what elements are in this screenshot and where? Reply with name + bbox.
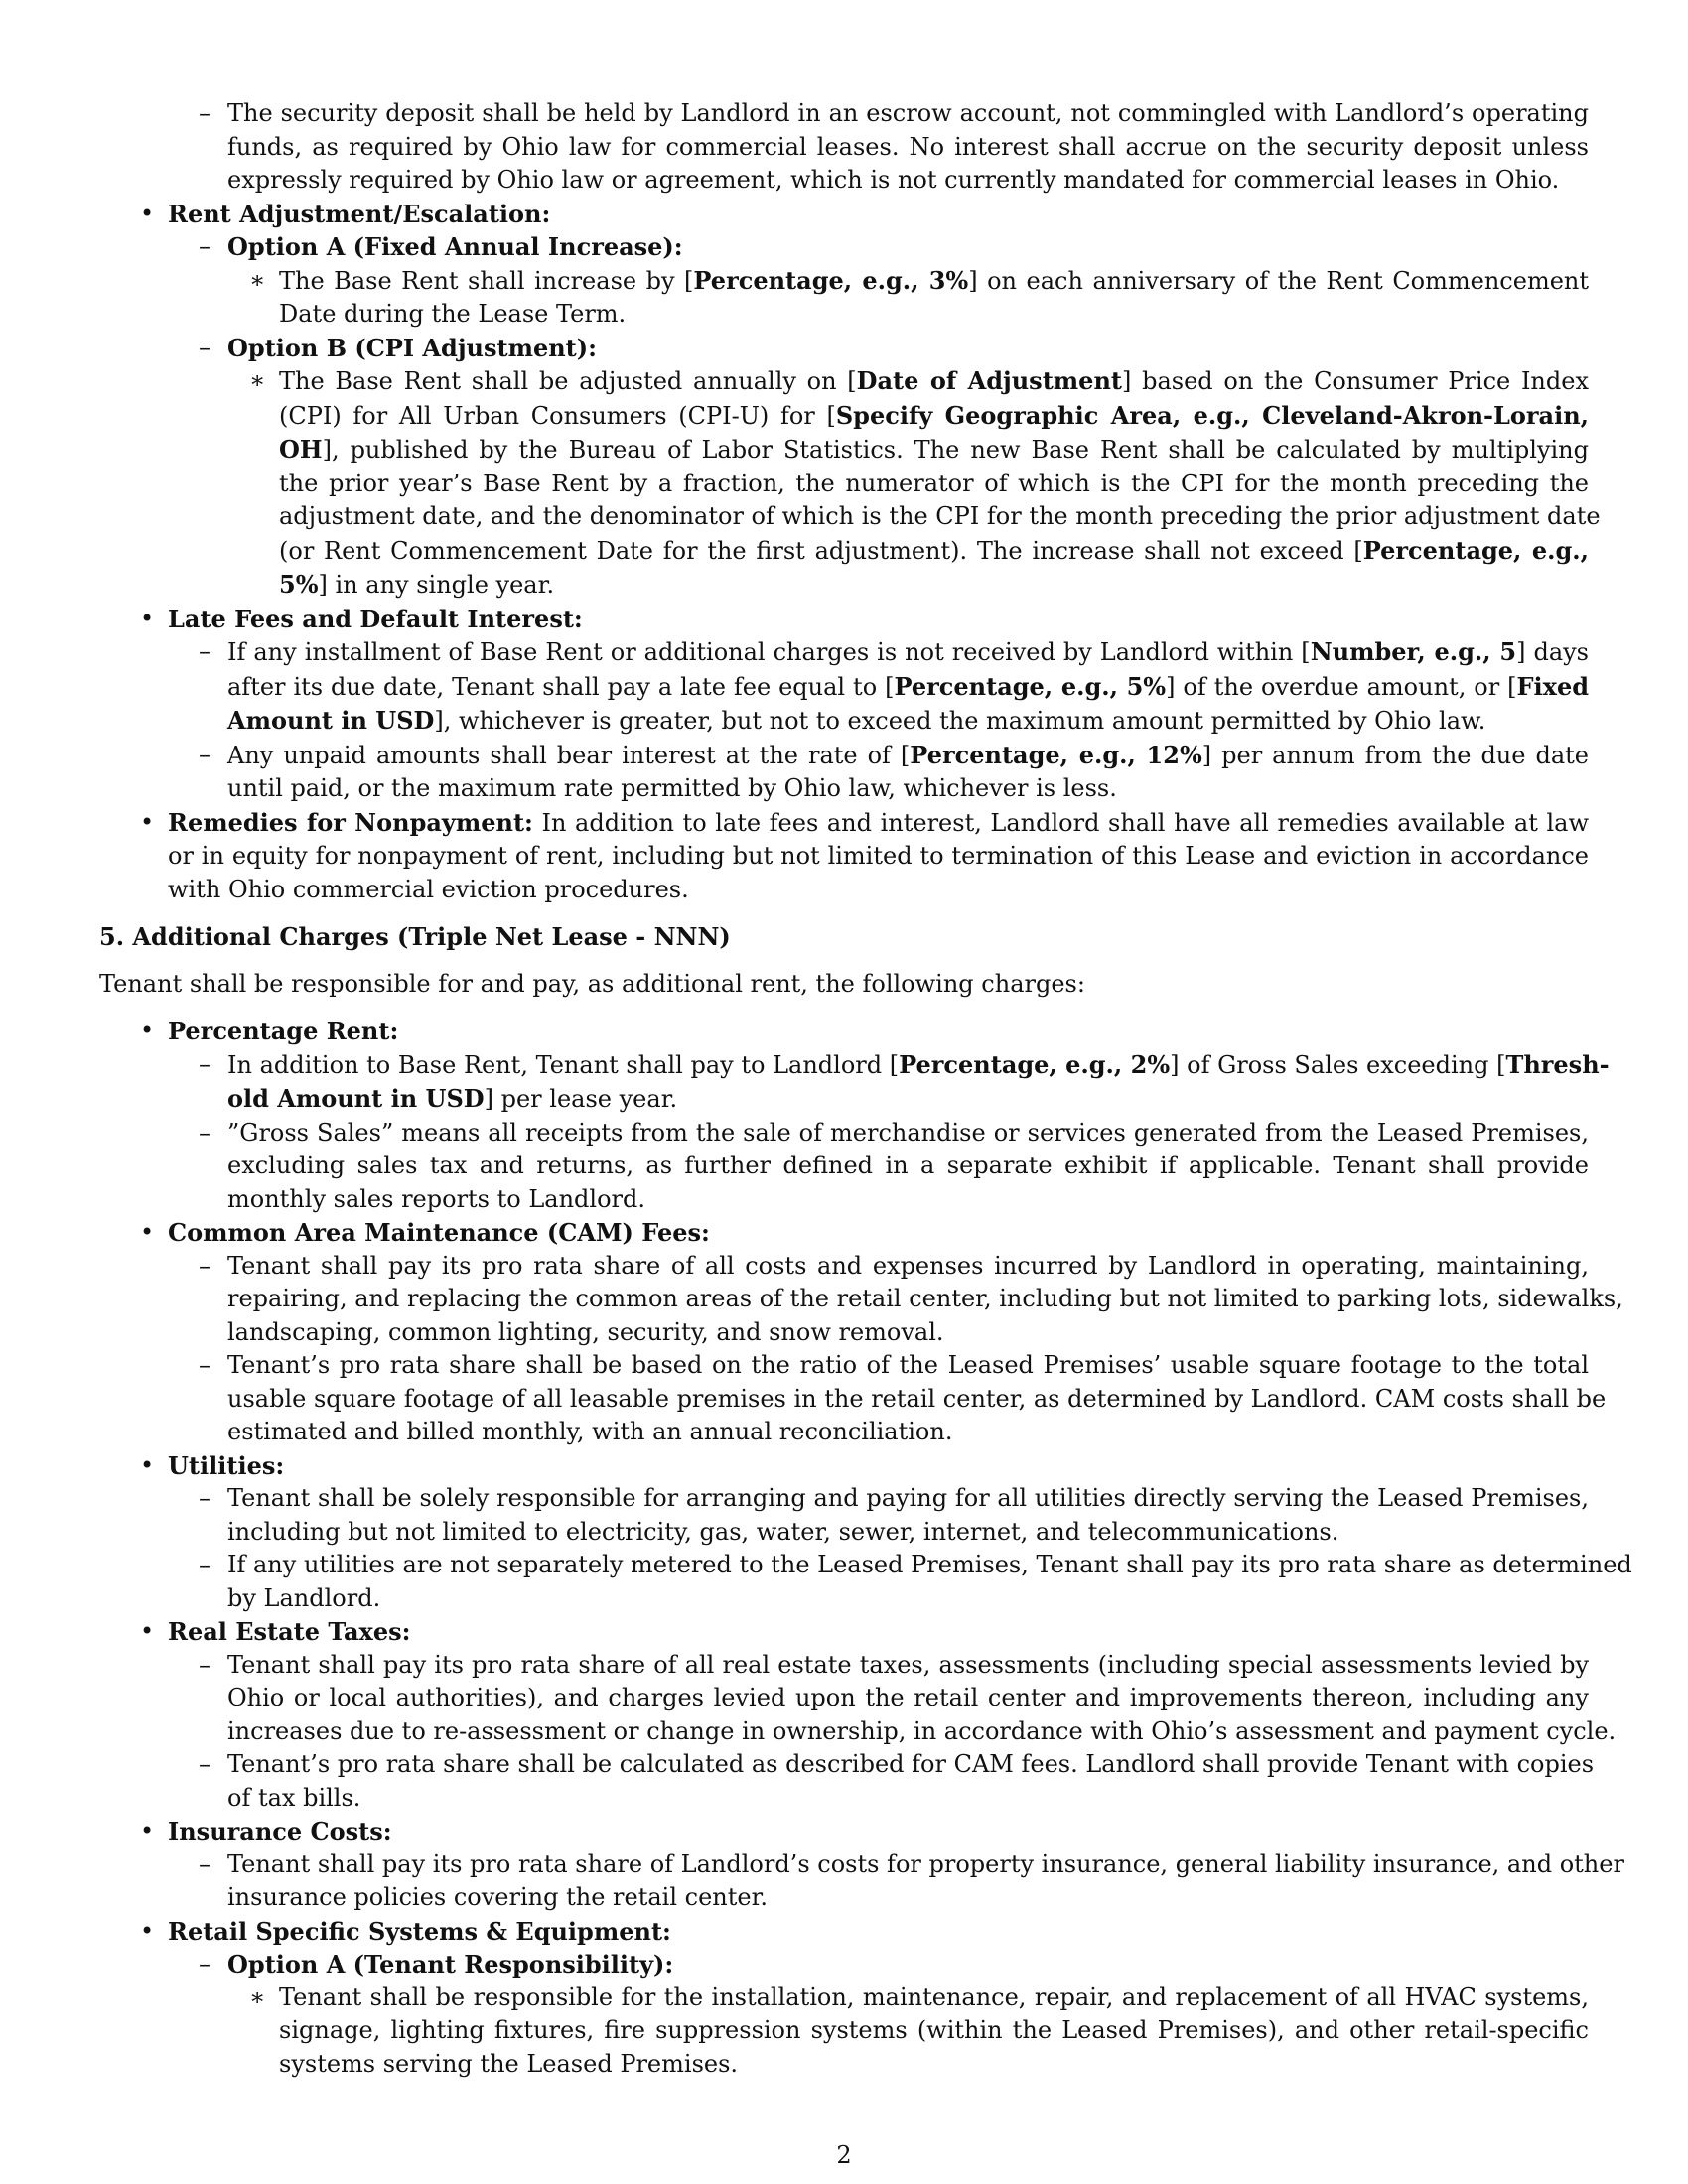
placeholder-field: Amount in USD [227, 706, 435, 735]
text-line [227, 1082, 1589, 1117]
text-line: estimated and billed monthly, with an annual reconciliation. [227, 1418, 953, 1445]
text-run: The Base Rent shall increase by [ [279, 266, 694, 295]
text-line: signage, lighting fixtures, fire suppression systems (within the Leased Premises), and other retail-specific [279, 2016, 1589, 2044]
item-title: Rent Adjustment/Escalation: [168, 199, 551, 228]
text-line: If any utilities are not separately metered to the Leased Premises, Tenant shall pay its pro rata share as determined [227, 1551, 1632, 1578]
text-run: ] of the overdue amount, or [ [1166, 672, 1517, 701]
cam-detail [199, 1250, 1623, 1350]
text-line: monthly sales reports to Landlord. [227, 1184, 646, 1213]
placeholder-field: Percentage, e.g., 5% [894, 671, 1167, 701]
text-run: ] in any single year. [318, 571, 555, 599]
option-a-item [199, 230, 1589, 264]
text-run: The Base Rent shall be adjusted annually on [ [279, 367, 857, 395]
option-a-detail [249, 264, 1590, 332]
text-run: ] days [1516, 638, 1589, 666]
text-line [227, 739, 1589, 773]
text-line: Date during the Lease Term. [279, 300, 627, 328]
placeholder-field: Percentage, e.g., 12% [910, 740, 1202, 769]
text-run: (or Rent Commencement Date for the first adjustment). The increase shall not exceed [ [279, 536, 1363, 565]
utilities-metering-detail [199, 1549, 1632, 1615]
item-title: Common Area Maintenance (CAM) Fees: [168, 1218, 710, 1247]
text-line [279, 433, 1589, 468]
text-run: after its due date, Tenant shall pay a late fee equal to [ [227, 672, 895, 701]
bullet-marker: • [140, 1218, 155, 1246]
utilities-item [140, 1449, 1589, 1483]
text-line: of tax bills. [227, 1783, 361, 1812]
item-title: Remedies for Nonpayment: [168, 807, 533, 837]
text-line: increases due to re-assessment or change in ownership, in accordance with Ohio’s assessment and payment cycle. [227, 1716, 1617, 1745]
placeholder-field: Specify Geographic Area, e.g., Cleveland-Akron-Lorain, [835, 400, 1590, 430]
text-line: Tenant shall be solely responsible for arranging and paying for all utilities directly serving the Leased Premises, [227, 1484, 1589, 1512]
taxes-detail [199, 1649, 1617, 1749]
text-run: In addition to Base Rent, Tenant shall pay to Landlord [ [227, 1050, 900, 1079]
page-number: 2 [836, 2141, 852, 2169]
bullet-marker: • [140, 1450, 155, 1479]
text-line: or in equity for nonpayment of rent, including but not limited to termination of this Lease and eviction in accordance [168, 842, 1589, 870]
text-line: Tenant’s pro rata share shall be calculated as described for CAM fees. Landlord shall provide Tenant with copies [227, 1750, 1595, 1778]
dash-marker: – [199, 1049, 211, 1078]
item-title: Late Fees and Default Interest: [168, 604, 583, 633]
placeholder-field: old Amount in USD [227, 1084, 485, 1113]
utilities-detail [199, 1482, 1589, 1549]
text-line: adjustment date, and the denominator of which is the CPI for the month preceding the prior adjustment date [279, 502, 1601, 530]
option-title: Option A (Fixed Annual Increase): [227, 232, 683, 261]
text-run: If any installment of Base Rent or additional charges is not received by Landlord within [ [227, 638, 1311, 666]
section-heading: 5. Additional Charges (Triple Net Lease - NNN) [99, 922, 731, 951]
dash-marker: – [199, 1484, 211, 1512]
late-fee-detail [199, 635, 1590, 739]
text-line: including but not limited to electricity, gas, water, sewer, internet, and telecommunications. [227, 1517, 1339, 1546]
text-run: ], whichever is greater, but not to exceed the maximum amount permitted by Ohio law. [434, 707, 1486, 735]
bullet-marker: • [140, 1617, 155, 1645]
item-title: Insurance Costs: [168, 1817, 392, 1845]
dash-marker: – [199, 1950, 211, 1978]
text-line [227, 670, 1589, 705]
text-line: Ohio or local authorities), and charges levied upon the retail center and improvements thereon, including any [227, 1684, 1589, 1711]
bullet-marker: • [140, 1817, 155, 1844]
dash-marker: – [199, 1750, 211, 1778]
text-line [227, 635, 1589, 670]
placeholder-field: Percentage, e.g., [1362, 535, 1590, 565]
text-line [279, 534, 1589, 569]
placeholder-field: Number, e.g., 5 [1310, 637, 1517, 666]
bullet-marker: • [140, 1916, 155, 1945]
text-line [279, 399, 1589, 434]
bullet-marker: • [140, 199, 155, 227]
text-line: funds, as required by Ohio law for commercial leases. No interest shall accrue on the security deposit unless [227, 132, 1589, 161]
dash-marker: – [199, 232, 211, 260]
text-run: ] of Gross Sales exceeding [ [1170, 1050, 1506, 1079]
document-body [99, 97, 1632, 2081]
rent-adjustment-item [140, 198, 1589, 231]
text-line: Tenant shall be responsible for the installation, maintenance, repair, and replacement of all HVAC systems, [279, 1982, 1589, 2011]
bullet-marker: • [140, 1017, 155, 1044]
text-line: expressly required by Ohio law or agreement, which is not currently mandated for commercial leases in Ohio. [227, 166, 1560, 194]
option-b-detail [249, 364, 1601, 603]
placeholder-field: Percentage, e.g., 2% [899, 1049, 1171, 1079]
text-line: Tenant shall pay its pro rata share of all real estate taxes, assessments (including special assessments levied by [227, 1650, 1589, 1679]
text-line [168, 806, 1589, 841]
percentage-rent-item [140, 1015, 1589, 1048]
placeholder-field: Thresh- [1505, 1049, 1610, 1079]
text-run: ] per lease year. [484, 1085, 678, 1113]
star-marker: ∗ [249, 1982, 266, 2011]
text-line: usable square footage of all leasable premises in the retail center, as determined by Landlord. CAM costs shall be [227, 1384, 1607, 1413]
text-line [279, 364, 1589, 399]
security-deposit-item [199, 97, 1589, 198]
text-line [279, 264, 1589, 299]
dash-marker: – [199, 1251, 211, 1280]
late-fees-item [140, 603, 1589, 636]
text-run: ] based on the Consumer Price Index [1121, 367, 1589, 395]
text-line: by Landlord. [227, 1583, 381, 1612]
text-run: (CPI) for All Urban Consumers (CPI-U) for [ [279, 401, 836, 430]
dash-marker: – [199, 1551, 211, 1578]
default-interest-detail [199, 739, 1589, 806]
text-line: Tenant shall pay its pro rata share of all costs and expenses incurred by Landlord in operating, maintaining, [227, 1251, 1589, 1280]
text-run: ] per annum from the due date [1201, 741, 1589, 769]
item-title: Retail Specific Systems & Equipment: [168, 1916, 671, 1946]
text-line: systems serving the Leased Premises. [279, 2049, 739, 2078]
text-line: landscaping, common lighting, security, and snow removal. [227, 1317, 944, 1346]
dash-marker: – [199, 1351, 211, 1379]
dash-marker: – [199, 1118, 211, 1147]
text-line: The security deposit shall be held by Landlord in an escrow account, not commingled with Landlord’s operating [227, 99, 1589, 127]
percentage-rent-detail [199, 1048, 1610, 1117]
text-line: ”Gross Sales” means all receipts from the sale of merchandise or services generated from the Leased Premises, [227, 1118, 1589, 1147]
dash-marker: – [199, 1849, 211, 1878]
placeholder-field: OH [279, 435, 323, 464]
remedies-item [140, 806, 1589, 907]
dash-marker: – [199, 1650, 211, 1679]
text-line: repairing, and replacing the common areas of the retail center, including but not limited to parking lots, sidewalks, [227, 1285, 1623, 1312]
text-run: Any unpaid amounts shall bear interest at the rate of [ [227, 741, 911, 769]
tenant-responsibility-option [199, 1948, 1589, 1981]
cam-share-detail [199, 1349, 1607, 1449]
real-estate-taxes-item [140, 1615, 1589, 1649]
insurance-costs-item [140, 1815, 1589, 1848]
taxes-share-detail [199, 1748, 1595, 1815]
bullet-marker: • [140, 807, 155, 836]
item-title: Percentage Rent: [168, 1017, 399, 1045]
text-line: with Ohio commercial eviction procedures. [168, 875, 689, 903]
option-title: Option B (CPI Adjustment): [227, 333, 597, 362]
text-line: until paid, or the maximum rate permitted by Ohio law, whichever is less. [227, 774, 1117, 802]
dash-marker: – [199, 333, 211, 361]
section-intro: Tenant shall be responsible for and pay, as additional rent, the following charges: [99, 969, 1085, 998]
text-line: the prior year’s Base Rent by a fraction, the numerator of which is the CPI for the month preceding the [279, 469, 1589, 497]
placeholder-field: Date of Adjustment [856, 366, 1122, 395]
star-marker: ∗ [249, 366, 266, 394]
dash-marker: – [199, 99, 211, 127]
option-b-item [199, 332, 1589, 365]
text-run: In addition to late fees and interest, Landlord shall have all remedies available at law [532, 808, 1589, 837]
option-title: Option A (Tenant Responsibility): [227, 1950, 674, 1979]
text-run: ], published by the Bureau of Labor Statistics. The new Base Rent shall be calculated by multiplying [322, 436, 1589, 464]
insurance-detail [199, 1848, 1624, 1915]
text-line [279, 568, 1589, 603]
cam-fees-item [140, 1216, 1589, 1250]
gross-sales-detail [199, 1117, 1589, 1217]
retail-systems-item [140, 1915, 1589, 1949]
dash-marker: – [199, 637, 211, 665]
placeholder-field: Fixed [1516, 671, 1590, 701]
text-line [227, 704, 1589, 739]
tenant-responsibility-detail [249, 1981, 1589, 2082]
text-line: Tenant’s pro rata share shall be based on the ratio of the Leased Premises’ usable square footage to the total [227, 1351, 1589, 1379]
text-line: excluding sales tax and returns, as further defined in a separate exhibit if applicable. Tenant shall provide [227, 1152, 1589, 1179]
text-run: ] on each anniversary of the Rent Commencement [968, 266, 1590, 295]
item-title: Real Estate Taxes: [168, 1617, 411, 1646]
text-line: Tenant shall pay its pro rata share of Landlord’s costs for property insurance, general liability insurance, and other [227, 1849, 1624, 1878]
text-line: insurance policies covering the retail center. [227, 1883, 769, 1911]
text-line [227, 1048, 1610, 1083]
placeholder-field: Percentage, e.g., 3% [693, 265, 969, 295]
item-title: Utilities: [168, 1450, 285, 1480]
star-marker: ∗ [249, 265, 266, 294]
bullet-marker: • [140, 604, 155, 632]
dash-marker: – [199, 740, 211, 768]
placeholder-field: 5% [279, 570, 319, 599]
